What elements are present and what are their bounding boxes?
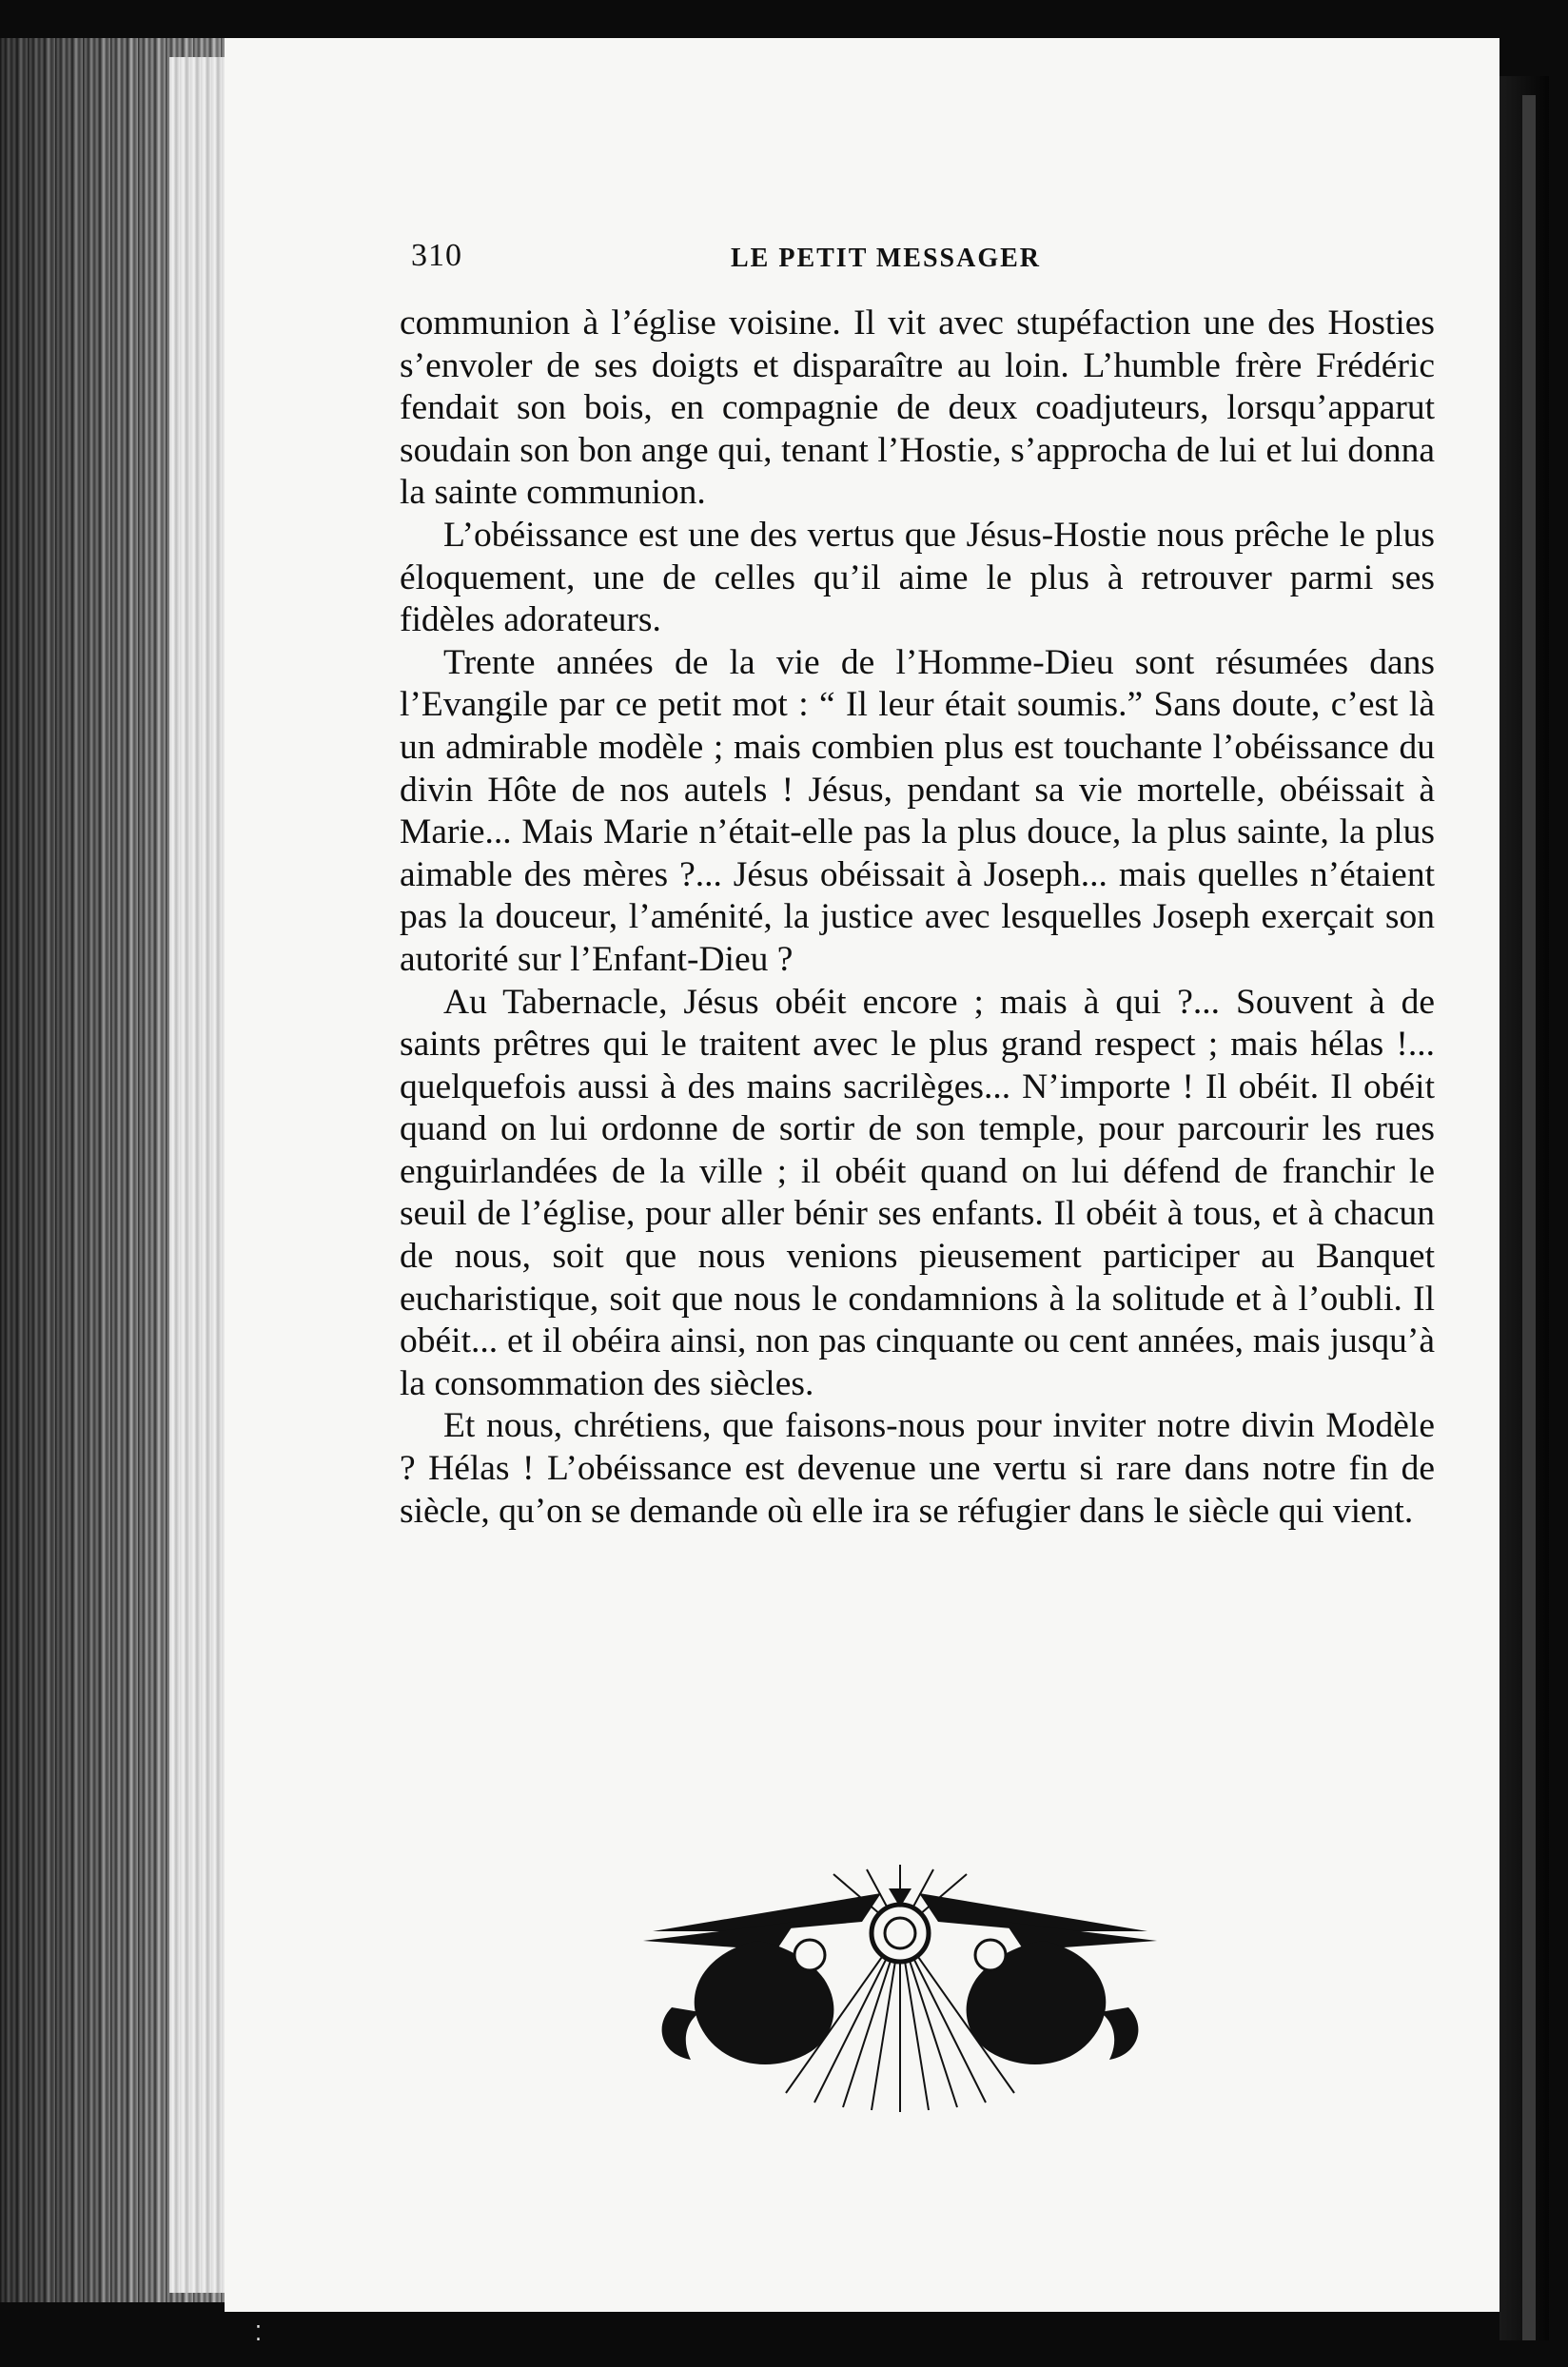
paragraph: Et nous, chrétiens, que faisons-nous pour inviter notre divin Modèle ? Hélas ! L’obéissance est devenue une vertu si rare dans notre fin de siècle, qu’on se demande où elle ira se réfugier dans le siècle qui vient. (400, 1406, 1435, 1531)
scan-speck: ⁚ (255, 2321, 262, 2345)
page-number: 310 (411, 238, 462, 273)
angels-adoring-host-ornament-icon (643, 1865, 1157, 2112)
page-edge-strip (169, 57, 226, 2293)
paragraph: Trente années de la vie de l’Homme-Dieu sont résumées dans l’Evangile par ce petit mot : “ Il leur était soumis.” Sans doute, c’est là un admirable modèle ; mais combien plus est touchante l’obéissance du divin Hôte de nos autels ! Jésus, pendant sa vie mortelle, obéissait à Marie... Mais Marie n’était-elle pas la plus douce, la plus sainte, la plus aimable des mères ?... Jésus obéissait à Joseph... mais quelles n’étaient pas la douceur, l’aménité, la justice avec lesquelles Joseph exerçait son autorité sur l’Enfant-Dieu ? (400, 642, 1435, 979)
next-page-sliver (1522, 95, 1536, 2340)
body-text (400, 303, 1435, 1533)
page-header (411, 238, 1439, 285)
paragraph: L’obéissance est une des vertus que Jésus-Hostie nous prêche le plus éloquement, une de celles qu’il aime le plus à retrouver parmi ses fidèles adorateurs. (400, 515, 1435, 640)
paragraph: Au Tabernacle, Jésus obéit encore ; mais à qui ?... Souvent à de saints prêtres qui le traitent avec le plus grand respect ; mais hélas !... quelquefois aussi à des mains sacrilèges... N’importe ! Il obéit. Il obéit quand on lui ordonne de sortir de son temple, pour parcourir les rues enguirlandées de la ville ; il obéit quand on lui défend de franchir le seuil de l’église, pour aller bénir ses enfants. Il obéit à tous, et à chacun de nous, soit que nous venions pieusement participer au Banquet eucharistique, soit que nous le condamnions à la solitude et à l’oubli. Il obéit... et il obéira ainsi, non pas cinquante ou cent années, mais jusqu’à la consommation des siècles. (400, 982, 1435, 1403)
paragraph: communion à l’église voisine. Il vit avec stupéfaction une des Hosties s’envoler de ses doigts et disparaître au loin. L’humble frère Frédéric fendait son bois, en compagnie de deux coadjuteurs, lorsqu’apparut soudain son bon ange qui, tenant l’Hostie, s’approcha de lui et lui donna la sainte communion. (400, 303, 1435, 513)
running-head: LE PETIT MESSAGER (731, 244, 1042, 273)
